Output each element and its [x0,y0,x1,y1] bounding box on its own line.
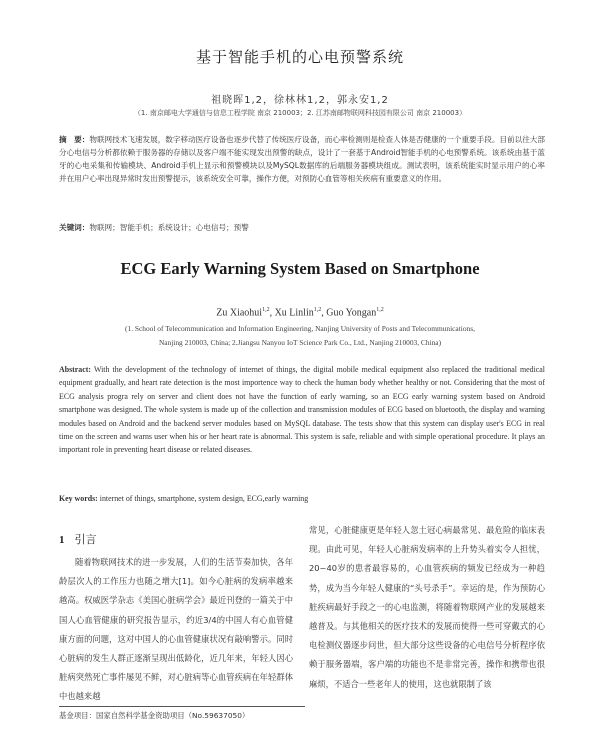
author-1-affil: 1,2 [262,307,270,313]
section-1-heading [59,531,97,547]
keywords-chinese-label: 关键词： [59,223,90,232]
intro-left-column: 随着物联网技术的进一步发展，人们的生活节奏加快，各年龄层次人的工作压力也随之增大[1]。如今心脏病的发病率越来越高。权威医学杂志《美国心脏病学会》最近刊登的一篇关于中国人心血管健康的研究报告显示，约近3/4的中国人有心血管健康方面的问题，这对中国人的心血管健康状况有敲响警示。同时心脏病的发生人群正逐渐呈现出低龄化，近几年来，年轻人因心脏病突然死亡事件屡见不鲜，对心脏病等心血管疾病在年轻群体中也越来越 [59,557,293,702]
authors-english: Zu Xiaohui$^{1,2}$, Xu Linlin$^{1,2}$, Guo Yongan$^{1,2}$ [216,307,384,319]
author-1: Zu Xiaohui [216,307,263,319]
affiliation-english-line-1: (1. School of Telecommunication and Information Engineering, Nanjing University of Posts and Telecommunications, [125,324,475,333]
authors-chinese: 祖晓晖1,2，徐林林1,2，郭永安1,2 [211,95,389,106]
footnote-divider [59,706,305,707]
author-3-affil: 1,2 [376,307,384,313]
abstract-english [59,363,545,457]
keywords-english-label: Key words: [59,494,98,503]
keywords-english [59,494,545,503]
author-2-affil: 1,2 [313,307,322,313]
abstract-chinese-text: 物联网技术飞速发展，数字移动医疗设备也逐步代替了传统医疗设备，而心率检测则是检查人体是否健康的一个重要手段。目前以往大部分心电信号分析都依赖于服务器的存储以及客户端不能实现发出预警的缺点，设计了一套基于Android智能手机的心电预警系统。该系统由基于蓝牙的心电采集和传输模块、Android手机上显示和预警模块以及MySQL数据库的后端服务器模块组成。测试表明，该系统能实时显示用户的心率并在用户心率出现异常时发出预警提示，该系统安全可靠，操作方便，对预防心血管等相关疾病有重要意义的作用。 [59,135,545,184]
abstract-chinese-label: 摘 要： [59,135,90,144]
keywords-chinese-text: 物联网；智能手机；系统设计；心电信号；预警 [89,223,249,232]
keywords-chinese [59,222,545,233]
abstract-english-label: Abstract: [59,365,91,374]
title-chinese: 基于智能手机的心电预警系统 [195,48,404,66]
section-1-number: 1 [59,534,65,546]
abstract-english-text: With the development of the technology of internet of things, the digital mobile medical equipment also replaced the traditional medical equipment gradually, and heart rate detection is the most importence way to check the human body whether healthy or not. Considering that the most of ECG analysis progra rely on server and client does not have the function of early warning, so an ECG early warning system based on Android smartphone was designed. The whole system is made up of the collection and transmission modules of ECG based on bluetooth, the display and warning modules based on Android and the backend server modules based on MySQL database. The tests show that this system can display user's ECG in real time on the screen and warns user when his or her heart rate is abnormal. This system is safe, reliable and with simple operational procedure. It plays an important role in preventing heart disease or related diseases. [59,365,545,455]
affiliation-english [60,322,540,350]
affiliation-english-line-2: Nanjing 210003, China; 2.Jiangsu Nanyou IoT Science Park Co., Ltd., Nanjing 210003, China) [158,338,442,347]
author-2: Xu Linlin [274,307,314,319]
keywords-english-text: internet of things, smartphone, system design, ECG,early warning [99,494,309,503]
funding-footnote: 基金项目：国家自然科学基金资助项目（No.59637050） [59,711,250,720]
affiliation-chinese: （1. 南京邮电大学通信与信息工程学院 南京 210003；2. 江苏南邮物联网科技园有限公司 南京 210003） [133,109,467,117]
title-english: ECG Early Warning System Based on Smartphone [120,259,480,278]
author-3: Guo Yongan [326,307,377,319]
abstract-chinese [59,133,545,185]
section-1-title: 引言 [74,533,97,546]
intro-right-column: 常见，心脏健康更是年轻人忽土冠心病最常见、最危险的临床表现。由此可见，年轻人心脏病发病率的上升势头着实令人担忧，20~40岁的患者最容易的，心血管疾病的频发已经成为一种趋势，成为当今年轻人健康的“头号杀手”。幸运的是，作为预防心脏疾病最好手段之一的心电监测，将随着物联网产业的发展越来越普及。与其他相关的医疗技术的发展而使得一些可穿戴式的心电检测仪器逐步问世，但大部分这些设备的心电信号分析程序依赖于服务器端，客户端的功能也不是非常完善，操作和携带也很麻烦，不适合一些老年人的使用，这也就限制了该 [309,525,545,689]
